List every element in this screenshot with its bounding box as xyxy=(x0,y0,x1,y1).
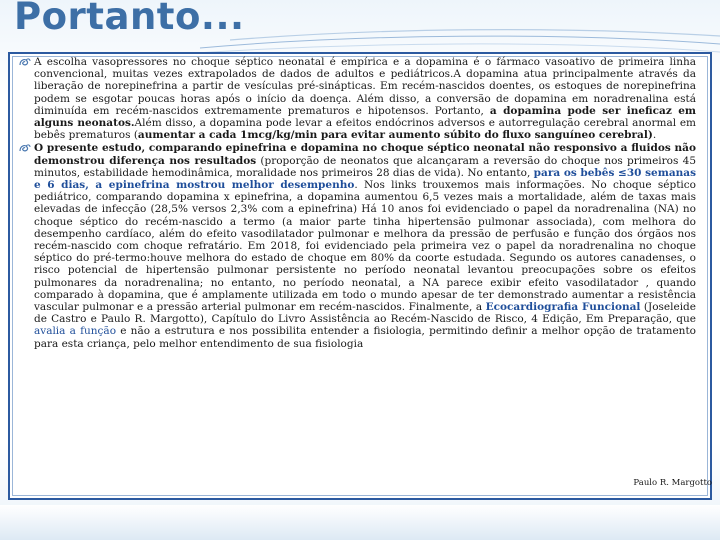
para2-text-2: . Nos links trouxemos mais informações. No choque séptico pediátrico, comparando dopamina x epinefrina, a dopamina aumentou 6,5 vezes mais a mortalidade, além de taxas mais elevadas de infecção (28,5% versos 2,3% com a epinefrina) Há 10 anos foi evidenciado o papel da noradrenalina (NA) no choque séptico do recém-nascido a termo (a maior parte tinha hipertensão pulmonar associada), com melhora do desempenho cardíaco, além do efeito vasodilatador pulmonar e melhora da pressão de perfusão e função dos órgãos nos recém-nascido com choque refratário. Em 2018, foi evidenciado pela primeira vez o papel da noradrenalina no choque séptico do pré-termo:houve melhora do estado de choque em 80% da coorte estudada. Segundo os autores canadenses, o risco potencial de hipertensão pulmonar persistente no período neonatal levantou preocupações sobre os efeitos pulmonares da noradrenalina; no entanto, no período neonatal, a NA parece exibir efeito vasodilatador , quando comparado à dopamina, que é amplamente utilizada em todo o mundo apesar de ter demonstrado aumentar a resistência vascular pulmonar e a pressão arterial pulmonar em recém-nascidos. Finalmente, a xyxy=(34,179,696,314)
para2-bold-1: O presente estudo, comparando epinefrina e dopamina no choque séptico neonatal não responsivo a fluidos não demonstrou diferença nos resultados xyxy=(34,142,696,167)
page-title: Portanto... xyxy=(14,0,245,38)
swirl-bullet-icon xyxy=(18,143,31,154)
slide-body xyxy=(20,56,696,351)
paragraph-present-study xyxy=(20,142,696,349)
paragraph-vasopressor-choice xyxy=(20,56,696,141)
para2-blue-highlight-1: para os bebês ≤30 semanas e 6 dias, a epinefrina mostrou melhor desempenho xyxy=(34,166,696,192)
para2-text-1: (proporção de neonatos que alcançaram a reversão do choque nos primeiros 45 minutos, estabilidade hemodinâmica, moralidade nos primeiros 28 dias de vida). No entanto, xyxy=(34,154,696,179)
para1-bold-1: a dopamina pode ser ineficaz em alguns neonatos. xyxy=(34,104,696,130)
para1-bold-2: aumentar a cada 1mcg/kg/min para evitar aumento súbito do fluxo sanguíneo cerebral) xyxy=(137,129,653,142)
para2-text-4: e não a estrutura e nos possibilita entender a fisiologia, permitindo definir a melhor opção de tratamento para esta criança, pelo melhor entendimento de sua fisiologia xyxy=(34,325,696,350)
para2-blue-highlight-3: avalia a função xyxy=(34,325,117,338)
author-credit: Paulo R. Margotto xyxy=(633,478,712,488)
para1-text-2: Além disso, a dopamina pode levar a efeitos endócrinos adversos e autorregulação cerebral anormal em bebês prematuros ( xyxy=(34,117,696,142)
swirl-bullet-icon xyxy=(18,57,31,68)
para2-blue-highlight-2: Ecocardiografia Funcional xyxy=(485,301,641,314)
para1-text-3: . xyxy=(652,129,657,142)
para2-text-3: (Joseleide de Castro e Paulo R. Margotto), Capítulo do Livro Assistência ao Recém-Nascido de Risco, 4 Edição, Em Preparação, que xyxy=(34,301,696,326)
bottom-band-decoration xyxy=(0,505,720,540)
para1-text-1: A escolha vasopressores no choque séptico neonatal é empírica e a dopamina é o fármaco vasoativo de primeira linha convencional, muitas vezes extrapolados de dados de adultos e pediátricos.A dopamina atua principalmente através da liberação de norepinefrina a partir de vesículas pré-sinápticas. Em recém-nascidos doentes, os estoques de norepinefrina podem se esgotar poucas horas após o início da doença. Além disso, a conversão de dopamina em noradrenalina está diminuída em recém-nascidos extremamente prematuros e hipotensos. Portanto, xyxy=(34,56,696,117)
